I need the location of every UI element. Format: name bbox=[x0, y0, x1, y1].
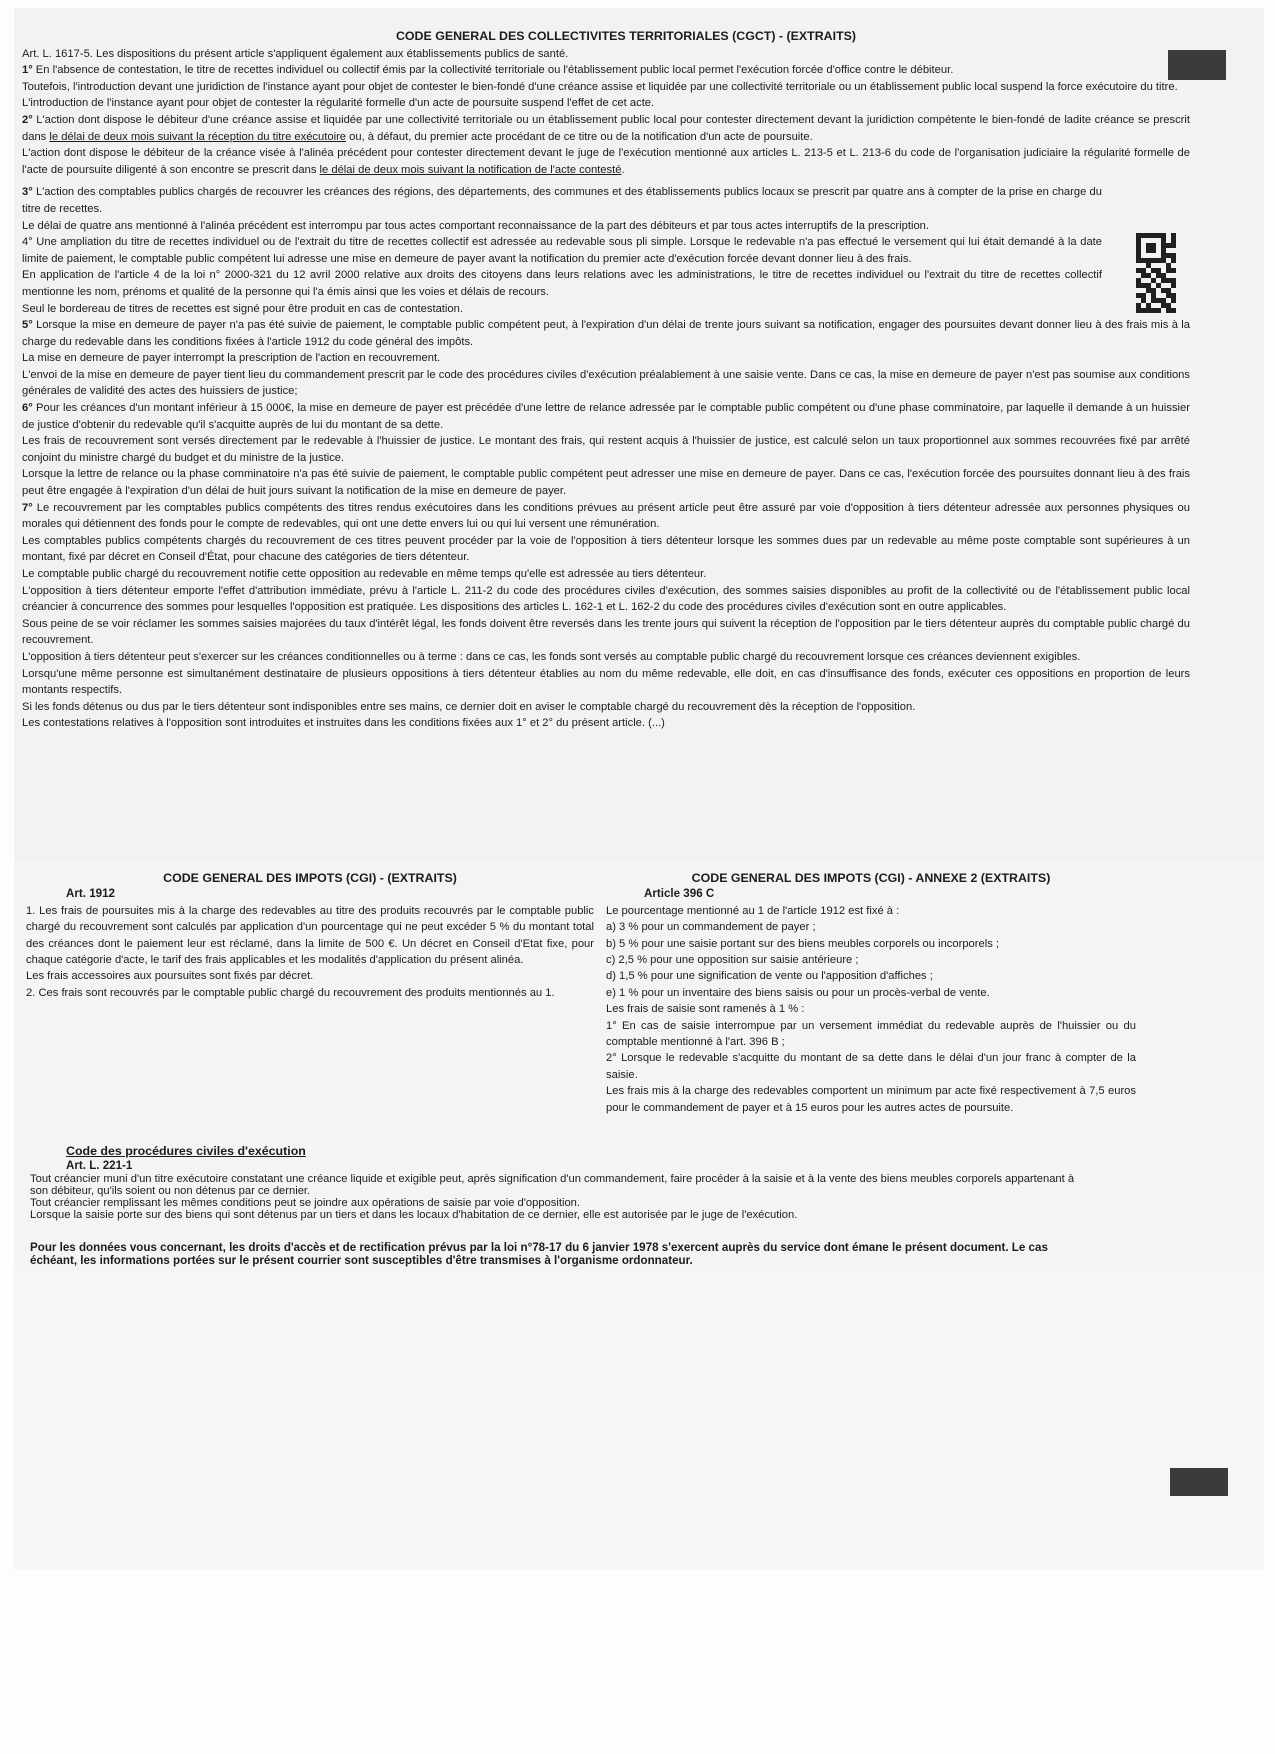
cgct-para-5 bbox=[22, 317, 1190, 350]
cgi-title: CODE GENERAL DES IMPOTS (CGI) - (EXTRAITS) bbox=[163, 871, 457, 885]
cgct-para-3b: Le délai de quatre ans mentionné à l'alinéa précédent est interrompu par tous actes comportant reconnaissance de la part des débiteurs et par tous actes interruptifs de la prescription. bbox=[22, 219, 929, 232]
cgct-para-5b: La mise en demeure de payer interrompt la prescription de l'action en recouvrement. bbox=[22, 352, 441, 365]
cgct-para-7f: L'opposition à tiers détenteur peut s'exercer sur les créances conditionnelles ou à terme : dans ce cas, les fonds sont versés au comptable public chargé du recouvrement lorsque ces créances deviennent exigibles. bbox=[22, 650, 1081, 663]
cgi-para-2: Les frais accessoires aux poursuites sont fixés par décret. bbox=[26, 970, 314, 983]
para-text: Pour les créances d'un montant inférieur à 15 000€, la mise en demeure de payer est précédée d'une lettre de relance adressée par le comptable public compétent ou d'une phase comminatoire, par laquelle il demande à un huissier de justice d'obtenir du redevable qu'il s'acquitte auprès de lui du montant de sa dette. bbox=[22, 402, 1190, 431]
para-text: Lorsque la mise en demeure de payer n'a pas été suivie de paiement, le comptable public compétent peut, à l'expiration d'un délai de trente jours suivant sa notification, engager des poursuites devant donner lieu à des frais mis à la charge du redevable dans les conditions fixées à l'article 1912 du code général des impôts. bbox=[22, 319, 1190, 348]
annexe-line: d) 1,5 % pour une signification de vente ou l'apposition d'affiches ; bbox=[606, 970, 933, 983]
cgi-annexe-title: CODE GENERAL DES IMPOTS (CGI) - ANNEXE 2 (EXTRAITS) bbox=[691, 871, 1051, 885]
annexe-line: b) 5 % pour une saisie portant sur des biens meubles corporels ou incorporels ; bbox=[606, 937, 1000, 950]
para-number: 3° bbox=[22, 186, 33, 199]
cgct-section bbox=[22, 28, 1190, 732]
annexe-line: e) 1 % pour un inventaire des biens saisis ou pour un procès-verbal de vente. bbox=[606, 986, 990, 999]
annexe-line: 2° Lorsque le redevable s'acquitte du montant de sa dette dans le délai d'un jour franc à compter de la saisie. bbox=[606, 1052, 1136, 1081]
annexe-line: Le pourcentage mentionné au 1 de l'article 1912 est fixé à : bbox=[606, 904, 900, 917]
annexe-line: 1° En cas de saisie interrompue par un versement immédiat du redevable auprès de l'huissier ou du comptable mentionné à l'art. 396 B ; bbox=[606, 1019, 1136, 1049]
cgct-para-7e: Sous peine de se voir réclamer les sommes saisies majorées du taux d'intérêt légal, les fonds doivent être reversés dans les trente jours qui suivent la réception de l'opposition par le tiers détenteur auprès du comptable public chargé du recouvrement. bbox=[22, 617, 1190, 647]
para-text: ou, à défaut, du premier acte procédant de ce titre ou de la notification d'un acte de poursuite. bbox=[346, 130, 813, 143]
annexe-line: c) 2,5 % pour une opposition sur saisie antérieure ; bbox=[606, 954, 859, 967]
para-number: 7° bbox=[22, 501, 33, 514]
cgct-para-7i: Les contestations relatives à l'opposition sont introduites et instruites dans les conditions fixées aux 1° et 2° du présent article. (...) bbox=[22, 717, 665, 730]
cgct-para-1b: Toutefois, l'introduction devant une juridiction de l'instance ayant pour objet de contester le bien-fondé d'une créance assise et liquidée par une collectivité territoriale ou un établissement public local suspend la force exécutoire du titre. bbox=[22, 80, 1178, 93]
cgct-para-7h: Si les fonds détenus ou dus par le tiers détenteur sont indisponibles entre ses mains, ce dernier doit en aviser le comptable chargé du recouvrement dès la réception de l'opposition. bbox=[22, 700, 916, 713]
cpce-line: Lorsque la saisie porte sur des biens qui sont détenus par un tiers et dans les locaux d'habitation de ce dernier, elle est autorisée par le juge de l'exécution. bbox=[30, 1209, 798, 1221]
cgi-article: Art. 1912 bbox=[66, 887, 115, 901]
cpce-line: Tout créancier muni d'un titre exécutoire constatant une créance liquide et exigible peut, après signification d'un commandement, faire procéder à la saisie et à la vente des biens meubles corporels appartenant à son débiteur, qu'ils soient ou non détenus par ce dernier. bbox=[30, 1173, 1075, 1197]
para-text: En l'absence de contestation, le titre de recettes individuel ou collectif émis par la collectivité territoriale ou l'établissement public local permet l'exécution forcée d'office contre le débiteur. bbox=[32, 64, 954, 77]
cgct-para-4c: Seul le bordereau de titres de recettes est signé pour être produit en cas de contestation. bbox=[22, 302, 463, 315]
cgct-para-6b: Les frais de recouvrement sont versés directement par le redevable à l'huissier de justice. Le montant des frais, qui restent acquis à l'huissier de justice, est calculé selon un taux proportionnel aux sommes recouvrées fixé par arrêté conjoint du ministre chargé du budget et du ministre de la justice. bbox=[22, 435, 1190, 464]
para-number: 2° bbox=[22, 113, 33, 126]
para-number: 6° bbox=[22, 402, 33, 415]
annexe-line: Les frais de saisie sont ramenés à 1 % : bbox=[606, 1003, 805, 1016]
cgct-para-5c: L'envoi de la mise en demeure de payer tient lieu du commandement prescrit par le code des procédures civiles d'exécution préalablement à une saisie vente. Dans ce cas, la mise en demeure de payer n'est pas soumise aux conditions générales de validité des actes des huissiers de justice; bbox=[22, 368, 1190, 398]
cgct-para-1c: L'introduction de l'instance ayant pour objet de contester la régularité formelle d'un acte de poursuite suspend l'effet de cet acte. bbox=[22, 97, 655, 110]
cgct-para-3 bbox=[22, 184, 1102, 217]
cgct-title: CODE GENERAL DES COLLECTIVITES TERRITORIALES (CGCT) - (EXTRAITS) bbox=[395, 29, 857, 43]
cgct-para-2b bbox=[22, 145, 1190, 178]
para-text: Le recouvrement par les comptables publics compétents des titres rendus exécutoires dans les conditions prévues au présent article peut être assuré par voie d'opposition à tiers détenteur adressée aux personnes physiques ou morales qui détiennent des fonds pour le compte de redevables, qui ont une dette envers lui ou qui lui versent une rémunération. bbox=[22, 501, 1190, 531]
scan-marker-bottom bbox=[1170, 1468, 1228, 1496]
cgi-para-3: 2. Ces frais sont recouvrés par le comptable public chargé du recouvrement des produits mentionnés au 1. bbox=[26, 986, 555, 999]
cgct-para-4b: En application de l'article 4 de la loi n° 2000-321 du 12 avril 2000 relative aux droits des citoyens dans leurs relations avec les administrations, le titre de recettes individuel ou l'extrait du titre de recettes collectif mentionne les nom, prénoms et qualité de la personne qui l'a émis ainsi que les voies et délais de recours. bbox=[22, 269, 1102, 298]
cpce-line: Tout créancier remplissant les mêmes conditions peut se joindre aux opérations de saisie par voie d'opposition. bbox=[30, 1197, 580, 1209]
cgct-para-7c: Le comptable public chargé du recouvrement notifie cette opposition au redevable en même temps qu'elle est adressée au tiers détenteur. bbox=[22, 568, 707, 580]
para-text: L'action dont dispose le débiteur d'une créance assise et liquidée par une collectivité territoriale ou un établissement public local pour contester directement devant la juridiction compétente le bien-fondé de ladite créance se prescrit dans bbox=[22, 113, 1190, 143]
cgct-para-7d: L'opposition à tiers détenteur emporte l'effet d'attribution immédiate, prévu à l'article L. 211-2 du code des procédures civiles d'exécution, des sommes saisies disponibles au profit de la collectivité ou de l'établissement public local créancier à concurrence des sommes pour lesquelles l'opposition est pratiquée. Les dispositions des articles L. 162-1 et L. 162-2 du code des procédures civiles d'exécution sont en outre applicables. bbox=[22, 584, 1190, 614]
cpce-section bbox=[30, 1143, 1090, 1221]
cgct-para-7b: Les comptables publics compétents chargés du recouvrement de ces titres peuvent procéder par la voie de l'opposition à tiers détenteur lorsque les sommes dues par un redevable au même poste comptable sont supérieures à un montant, fixé par décret en Conseil d'État, pour chacune des catégories de tiers détenteur. bbox=[22, 534, 1190, 564]
cgct-para-6 bbox=[22, 400, 1190, 433]
cpce-title: Code des procédures civiles d'exécution bbox=[66, 1144, 306, 1158]
annexe-line: Les frais mis à la charge des redevables comportent un minimum par acte fixé respectivement à 7,5 euros pour le commandement de payer et à 15 euros pour les autres actes de poursuite. bbox=[606, 1085, 1136, 1114]
annexe-line: a) 3 % pour un commandement de payer ; bbox=[606, 921, 816, 934]
cgi-para-1: 1. Les frais de poursuites mis à la charge des redevables au titre des produits recouvrés par le comptable public chargé du recouvrement sont calculés par application d'un pourcentage qui ne peut excéder 5 % du montant total des créances dont le paiement leur est réclamé, dans la limite de 500 €. Un décret en Conseil d'Etat fixe, pour chaque catégorie d'acte, le tarif des frais applicables et les modalités d'application du présent alinéa. bbox=[26, 904, 594, 967]
cgct-para-7g: Lorsqu'une même personne est simultanément destinataire de plusieurs oppositions à tiers détenteur établies au nom du même redevable, elle doit, en cas d'insuffisance des fonds, exécuter ces oppositions en proportion de leurs montants respectifs. bbox=[22, 667, 1190, 697]
cgi-annexe-section bbox=[606, 870, 1136, 1116]
underlined-deadline: le délai de deux mois suivant la réception du titre exécutoire bbox=[49, 130, 347, 143]
cgct-para-7 bbox=[22, 500, 1190, 533]
cgct-intro: Art. L. 1617-5. Les dispositions du présent article s'appliquent également aux établissements publics de santé. bbox=[22, 47, 569, 60]
cgct-para-6c: Lorsque la lettre de relance ou la phase comminatoire n'a pas été suivie de paiement, le comptable public compétent peut adresser une mise en demeure de payer. Dans ce cas, l'exécution forcée des poursuites donnant lieu à des frais peut être engagée à l'expiration d'un délai de huit jours suivant la notification de la mise en demeure de payer. bbox=[22, 468, 1190, 498]
cgct-para-1 bbox=[22, 62, 1190, 79]
cgi-annexe-article: Article 396 C bbox=[644, 887, 715, 901]
cgct-narrow-block bbox=[22, 184, 1102, 317]
cgct-para-4: 4° Une ampliation du titre de recettes individuel ou de l'extrait du titre de recettes collectif est adressée au redevable sous pli simple. Lorsque le redevable n'a pas effectué le versement qui lui était demandé à la date limite de paiement, le comptable public compétent lui adresse une mise en demeure de payer avant la notification du premier acte d'exécution forcée devant donner lieu à des frais. bbox=[22, 236, 1102, 265]
privacy-notice: Pour les données vous concernant, les droits d'accès et de rectification prévus par la loi n°78-17 du 6 janvier 1978 s'exercent auprès du service dont émane le présent document. Le cas échéant, les informations portées sur le présent courrier sont susceptibles d'être transmises à l'organisme ordonnateur. bbox=[30, 1241, 1048, 1267]
para-text: L'action des comptables publics chargés de recouvrer les créances des régions, des départements, des communes et des établissements publics locaux se prescrit par quatre ans à compter de la prise en charge du titre de recettes. bbox=[22, 186, 1102, 215]
para-text: L'action dont dispose le débiteur de la créance visée à l'alinéa précédent pour contester directement devant le juge de l'exécution mentionné aux articles L. 213-5 et L. 213-6 du code de l'organisation judiciaire la régularité formelle de l'acte de poursuite diligenté à son encontre se prescrit dans bbox=[22, 147, 1190, 176]
cgi-section bbox=[26, 870, 594, 1001]
cgct-para-2 bbox=[22, 112, 1190, 145]
para-text: . bbox=[621, 163, 625, 176]
underlined-deadline: le délai de deux mois suivant la notification de l'acte contesté bbox=[319, 163, 622, 176]
cpce-article: Art. L. 221-1 bbox=[66, 1159, 133, 1172]
para-number: 5° bbox=[22, 319, 33, 332]
show-through-area bbox=[14, 1270, 1264, 1570]
para-number: 1° bbox=[22, 64, 33, 77]
